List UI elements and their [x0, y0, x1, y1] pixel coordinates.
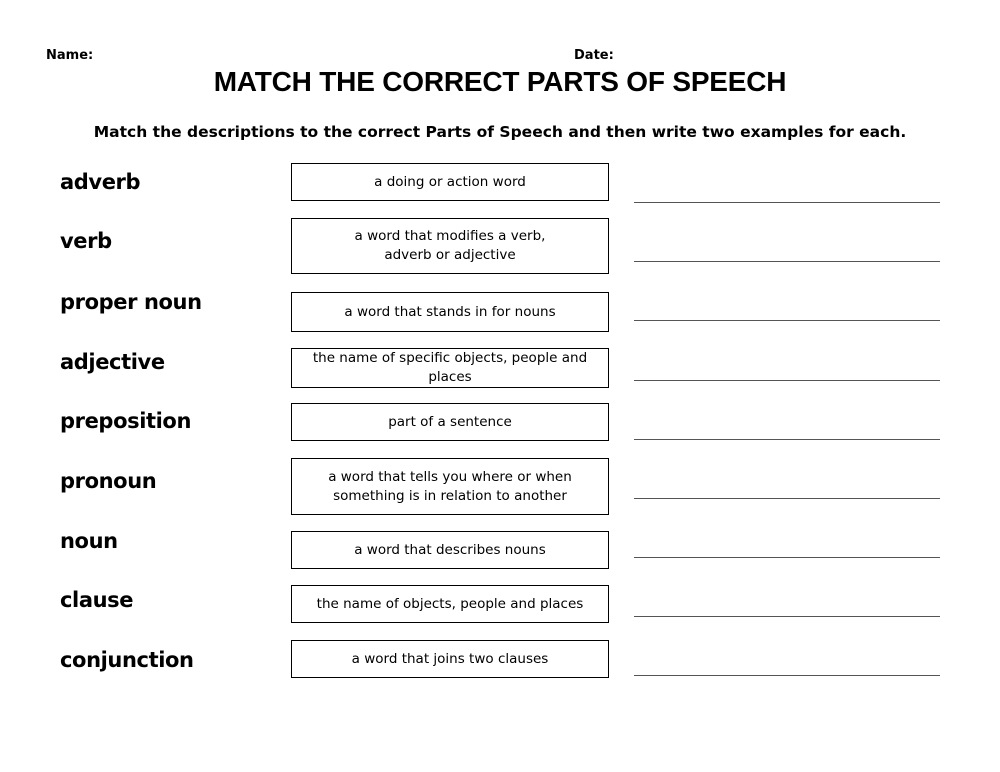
description-box[interactable]	[291, 458, 609, 515]
description-text: a word that describes nouns	[354, 541, 546, 558]
term-clause[interactable]: clause	[60, 588, 134, 612]
answer-line[interactable]	[634, 595, 940, 617]
description-text: the name of objects, people and places	[316, 595, 584, 612]
term-adjective[interactable]: adjective	[60, 350, 165, 374]
description-text: the name of specific objects, people and places	[312, 350, 588, 385]
description-box[interactable]	[291, 292, 609, 332]
term-pronoun[interactable]: pronoun	[60, 469, 157, 493]
answer-line[interactable]	[634, 418, 940, 440]
description-text: a doing or action word	[374, 173, 526, 190]
answer-line[interactable]	[634, 181, 940, 203]
description-box[interactable]	[291, 163, 609, 201]
description-text: part of a sentence	[388, 413, 512, 430]
term-preposition[interactable]: preposition	[60, 409, 192, 433]
answer-line[interactable]	[634, 299, 940, 321]
description-text: a word that joins two clauses	[351, 650, 549, 667]
answer-line[interactable]	[634, 477, 940, 499]
answer-line[interactable]	[634, 240, 940, 262]
description-text: a word that stands in for nouns	[344, 303, 556, 320]
instructions: Match the descriptions to the correct Parts of Speech and then write two examples for each.	[93, 123, 907, 141]
answer-line[interactable]	[634, 536, 940, 558]
description-box[interactable]	[291, 348, 609, 388]
term-proper-noun[interactable]: proper noun	[60, 290, 202, 314]
page-title: MATCH THE CORRECT PARTS OF SPEECH	[213, 66, 787, 97]
term-verb[interactable]: verb	[60, 229, 112, 253]
description-box[interactable]	[291, 218, 609, 274]
description-box[interactable]	[291, 640, 609, 678]
description-box[interactable]	[291, 585, 609, 623]
date-label: Date:	[574, 48, 614, 63]
term-noun[interactable]: noun	[60, 529, 118, 553]
description-text: a word that tells you where or when something is in relation to another	[328, 468, 572, 504]
term-adverb[interactable]: adverb	[60, 170, 141, 194]
term-conjunction[interactable]: conjunction	[60, 648, 194, 672]
answer-line[interactable]	[634, 654, 940, 676]
answer-line[interactable]	[634, 359, 940, 381]
description-box[interactable]	[291, 403, 609, 441]
description-text: a word that modifies a verb, adverb or adjective	[354, 228, 546, 263]
name-label: Name:	[46, 48, 94, 63]
description-box[interactable]	[291, 531, 609, 569]
